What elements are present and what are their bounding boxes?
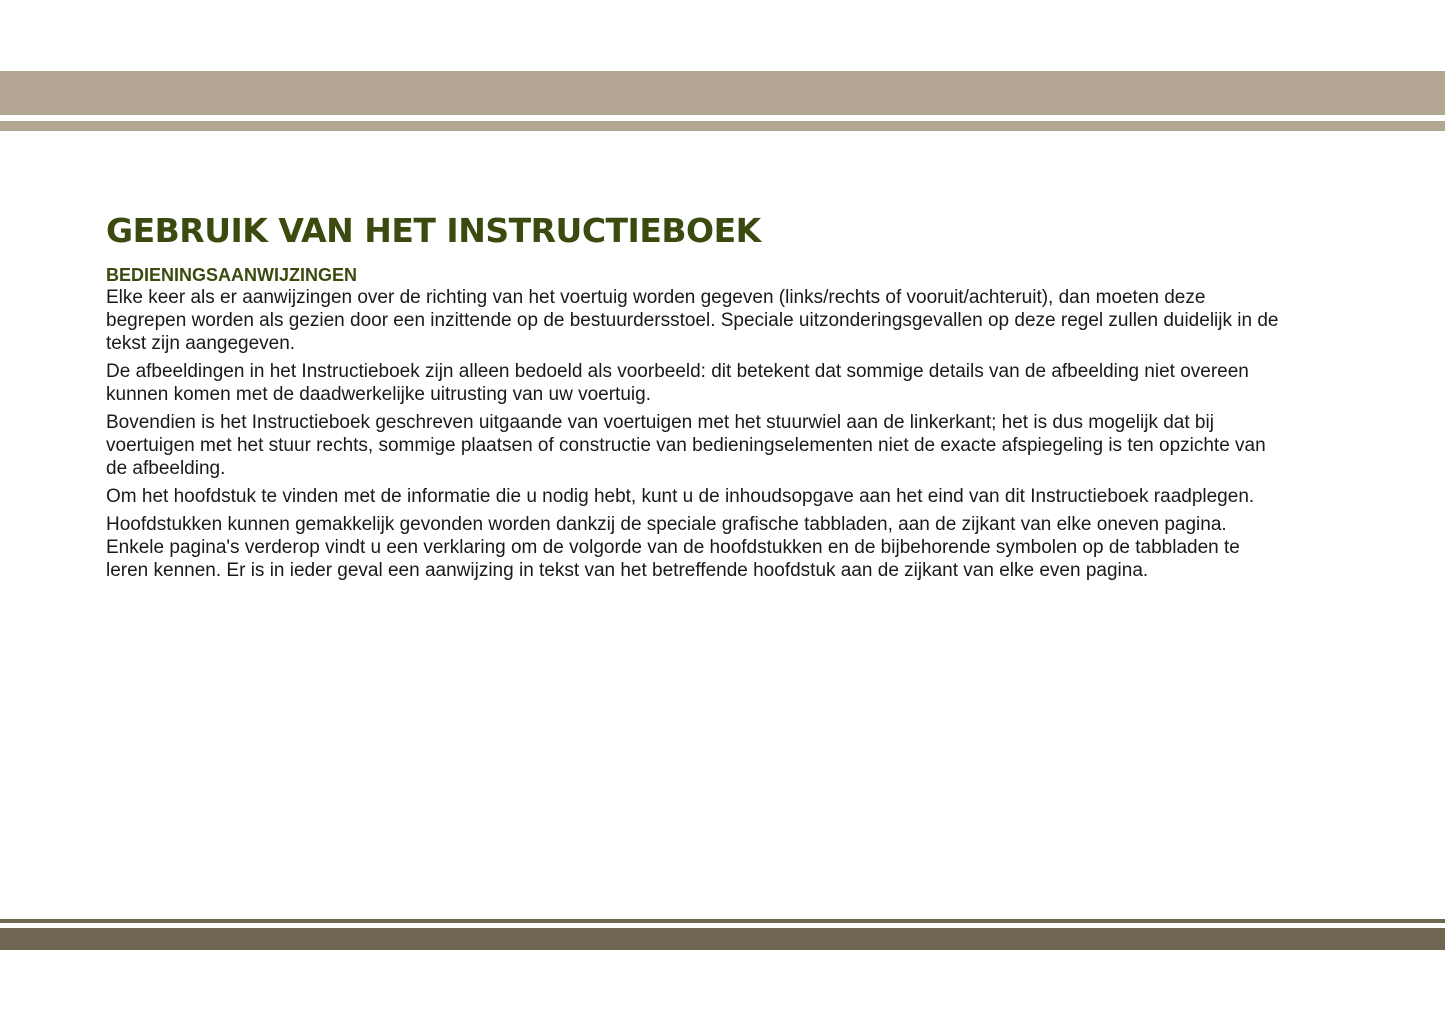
footer-band [0,928,1445,950]
paragraph-tabs: Hoofdstukken kunnen gemakkelijk gevonden worden dankzij de speciale grafische tabbladen, aan de zijkant van elke oneven pagina. Enkele pagina's verderop vindt u een verklaring om de volgorde van de hoofdstukken en de bijbehorende symbolen op de tabbladen te leren kennen. Er is in ieder geval een aanwijzing in tekst van het betreffende hoofdstuk aan de zijkant van elke even pagina. [106,514,1240,581]
page-content [106,208,1286,587]
section-heading: BEDIENINGSAANWIJZINGEN [106,265,358,285]
header-stripe [0,121,1445,131]
page-title: GEBRUIK VAN HET INSTRUCTIEBOEK [106,211,761,250]
paragraph-illustrations: De afbeeldingen in het Instructieboek zijn alleen bedoeld als voorbeeld: dit betekent dat sommige details van de afbeelding niet overeen kunnen komen met de daadwerkelijke uitrusting van uw voertuig. [106,361,1249,405]
header-band [0,71,1445,115]
footer-stripe [0,919,1445,923]
paragraph-direction: Elke keer als er aanwijzingen over de richting van het voertuig worden gegeven (links/rechts of vooruit/achteruit), dan moeten deze begrepen worden als gezien door een inzittende op de bestuurdersstoel. Speciale uitzonderingsgevallen op deze regel zullen duidelijk in de tekst zijn aangegeven. [106,287,1279,354]
paragraph-steering-side: Bovendien is het Instructieboek geschreven uitgaande van voertuigen met het stuurwiel aan de linkerkant; het is dus mogelijk dat bij voertuigen met het stuur rechts, sommige plaatsen of constructie van bedieningselementen niet de exacte afspiegeling is ten opzichte van de afbeelding. [106,412,1266,479]
paragraph-contents: Om het hoofdstuk te vinden met de informatie die u nodig hebt, kunt u de inhoudsopgave aan het eind van dit Instructieboek raadplegen. [106,486,1255,507]
